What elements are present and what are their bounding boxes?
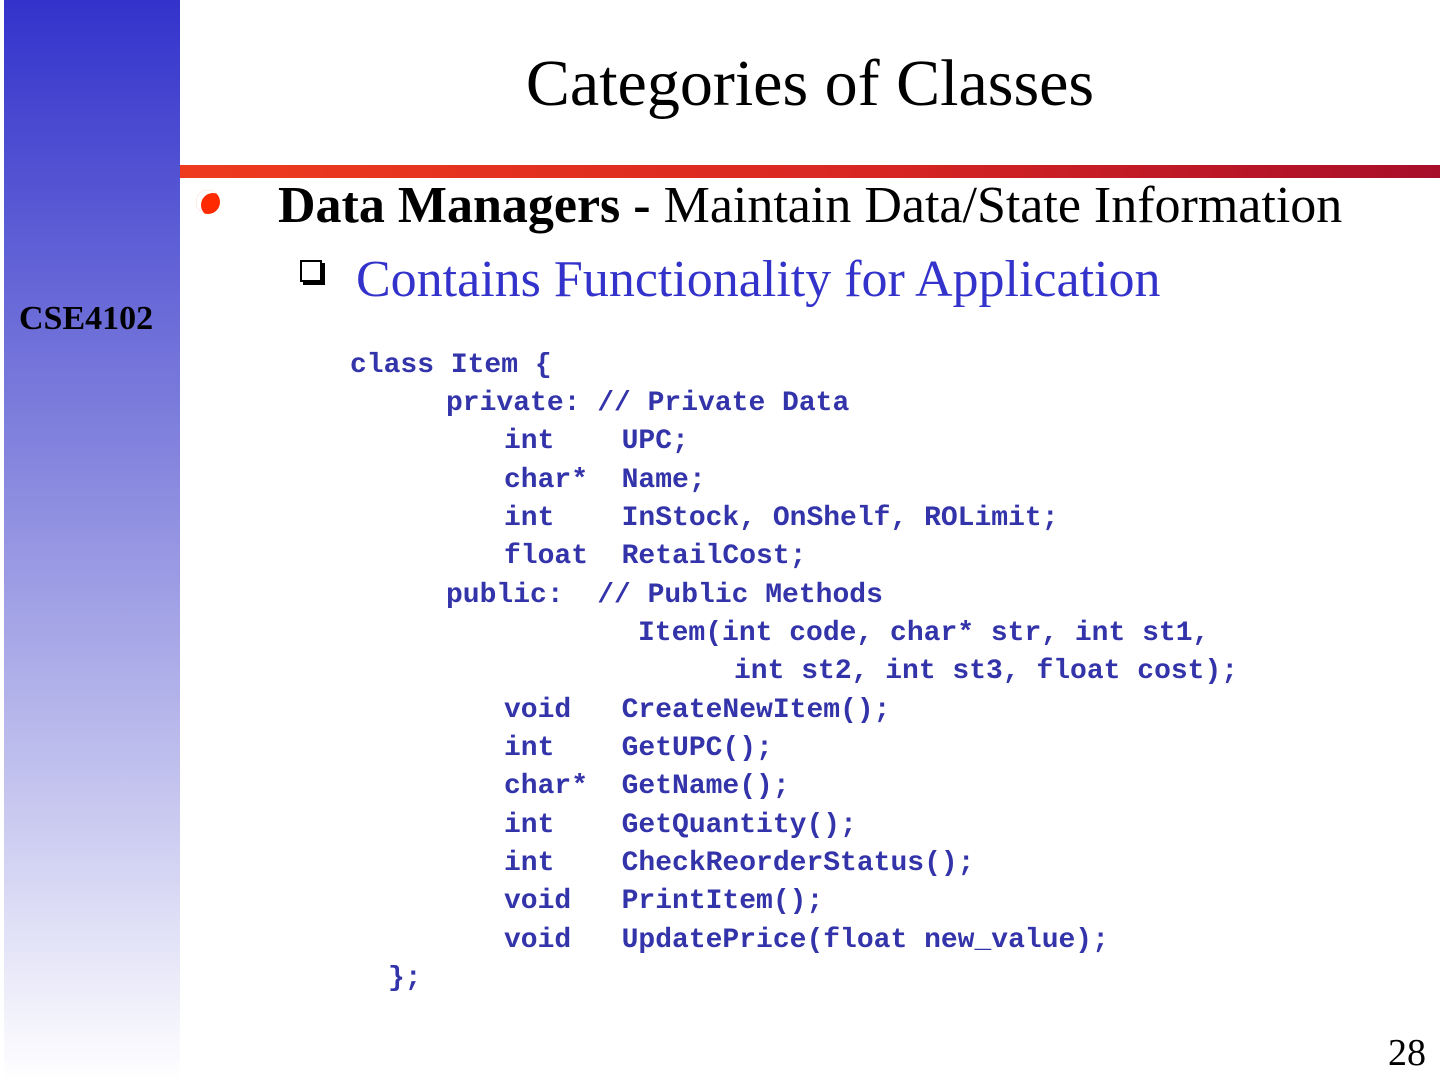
code-line: int st2, int st3, float cost);: [734, 656, 1239, 687]
code-line: int CheckReorderStatus();: [504, 848, 975, 879]
code-line: void PrintItem();: [504, 886, 824, 917]
code-line: Item(int code, char* str, int st1,: [638, 618, 1210, 649]
code-line: int InStock, OnShelf, ROLimit;: [504, 503, 1059, 534]
code-line: char* GetName();: [504, 771, 790, 802]
code-line: float RetailCost;: [504, 541, 807, 572]
slide-title: Categories of Classes: [525, 47, 1095, 120]
code-line: void CreateNewItem();: [504, 695, 891, 726]
bullet-1-rest: Maintain Data/State Information: [650, 177, 1343, 234]
code-line: public: // Public Methods: [446, 580, 883, 611]
sidebar-gradient: [4, 0, 180, 1080]
slide-number: 28: [1388, 1032, 1426, 1074]
bullet-1-text: [278, 176, 1342, 236]
code-line: int GetQuantity();: [504, 810, 857, 841]
bullet-1-bold: Data Managers -: [278, 177, 651, 234]
code-line: class Item {: [350, 350, 552, 381]
code-line: int GetUPC();: [504, 733, 773, 764]
code-line: private: // Private Data: [446, 388, 850, 419]
code-line: int UPC;: [504, 426, 689, 457]
code-line: char* Name;: [504, 465, 706, 496]
bullet-2-text: Contains Functionality for Application: [356, 251, 1161, 308]
code-line: void UpdatePrice(float new_value);: [504, 925, 1109, 956]
round-bullet-icon: [196, 190, 220, 214]
code-line: };: [388, 963, 422, 994]
square-bullet-icon: [300, 260, 322, 282]
course-code: CSE4102: [19, 300, 154, 337]
